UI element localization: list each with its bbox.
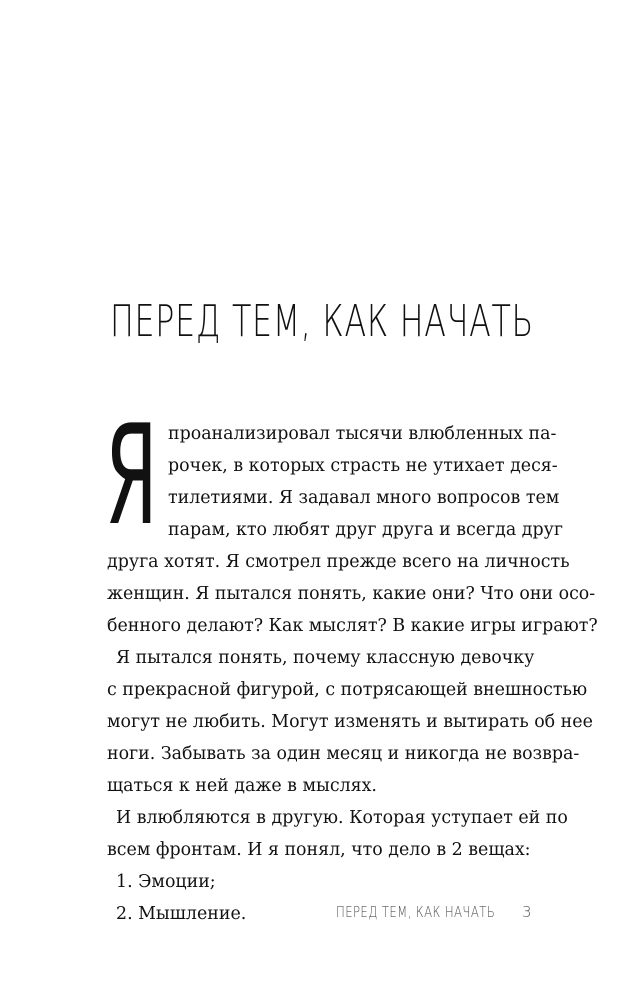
text-line: 1. Эмоции; (116, 872, 216, 892)
body-text (107, 546, 598, 930)
drop-cap: Я (105, 395, 158, 556)
text-line: проанализировал тысячи влюбленных па- (168, 424, 557, 444)
text-line: 2. Мышление. (116, 904, 247, 924)
running-title: ПЕРЕД ТЕМ, КАК НАЧАТЬ (336, 903, 496, 921)
text-line: всем фронтам. И я понял, что дело в 2 вещах: (107, 840, 531, 860)
text-line: женщин. Я пытался понять, какие они? Что они осо- (107, 584, 596, 604)
text-line: с прекрасной фигурой, с потрясающей внешностью (107, 680, 588, 700)
chapter-title: ПЕРЕД ТЕМ, КАК НАЧАТЬ (110, 296, 534, 347)
text-line: рочек, в которых страсть не утихает деся- (168, 456, 558, 476)
text-line: И влюбляются в другую. Которая уступает ей по (116, 808, 568, 828)
text-line: могут не любить. Могут изменять и вытирать об нее (107, 712, 593, 732)
text-line: щаться к ней даже в мыслях. (107, 776, 377, 796)
page-number: 3 (522, 903, 532, 921)
text-line: бенного делают? Как мыслят? В какие игры играют? (107, 616, 598, 636)
text-line: парам, кто любят друг друга и всегда друг (168, 520, 563, 540)
text-line: друга хотят. Я смотрел прежде всего на личность (107, 552, 570, 572)
text-line: тилетиями. Я задавал много вопросов тем (168, 488, 560, 508)
text-line: Я пытался понять, почему классную девочку (116, 648, 535, 668)
text-line: ноги. Забывать за один месяц и никогда не возвра- (107, 744, 580, 764)
first-paragraph-opening (168, 418, 563, 546)
